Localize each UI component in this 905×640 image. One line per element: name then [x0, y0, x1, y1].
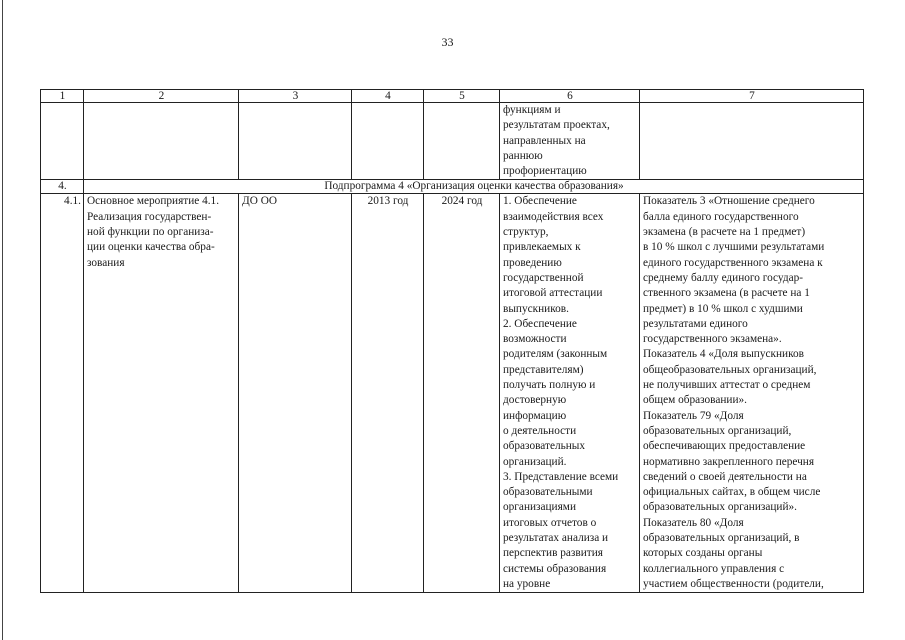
text-line: официальных сайтах, в общем числе [643, 486, 821, 499]
text-line: системы образования [503, 562, 607, 575]
expected-results-cell [500, 194, 640, 593]
page-number: 33 [441, 35, 454, 49]
text-line: Показатель 79 «Доля [643, 409, 744, 422]
text-line: балла единого государственного [643, 210, 799, 223]
text-line: образовательных [503, 440, 586, 453]
text-line: функциям и [503, 104, 561, 116]
text-line: ной функции по организа- [87, 226, 214, 239]
header-cell: 4 [352, 90, 424, 103]
text-line: государственного экзамена». [643, 333, 782, 346]
text-line: в 10 % школ с лучшими результатами [643, 241, 825, 254]
text-line: организаций. [503, 455, 567, 468]
text-line: результатах анализа и [503, 532, 609, 545]
text-line: направленных на [503, 134, 586, 147]
text-line: на уровне [503, 577, 551, 590]
text-line: образовательных организаций, [643, 424, 792, 437]
activity-row [41, 194, 864, 593]
header-cell: 7 [640, 90, 864, 103]
text-line: нормативно закрепленного перечня [643, 455, 815, 468]
text-line: Основное мероприятие 4.1. [87, 195, 220, 208]
activity-number: 4.1. [41, 194, 84, 593]
text-line: родителям (законным [503, 348, 608, 361]
text-line: привлекаемых к [503, 241, 581, 254]
text-line: экзамена (в расчете на 1 предмет) [643, 226, 806, 239]
start-year: 2013 год [352, 194, 424, 593]
text-line: образовательных организаций, в [643, 532, 800, 545]
subprogram-title: Подпрограмма 4 «Организация оценки качества образования» [84, 180, 864, 194]
table-cell [41, 103, 84, 180]
text-line: раннюю [503, 149, 543, 162]
continuation-activities-cell [500, 103, 640, 180]
header-row [41, 90, 864, 103]
text-line: коллегиального управления с [643, 562, 785, 575]
text-line: которых созданы органы [643, 547, 763, 560]
text-line: итоговой аттестации [503, 287, 603, 300]
text-line: результатами единого [643, 317, 748, 330]
table-cell [239, 103, 352, 180]
text-line: образовательных организаций». [643, 501, 797, 514]
text-line: о деятельности [503, 424, 577, 437]
text-line: 1. Обеспечение [503, 195, 577, 208]
text-line: сведений о своей деятельности на [643, 470, 807, 483]
left-margin-rule [2, 0, 3, 640]
text-line: достоверную [503, 394, 567, 407]
text-line: образовательными [503, 486, 593, 499]
text-line: организациями [503, 501, 576, 514]
text-line: проведению [503, 256, 562, 269]
text-line: общеобразовательных организаций, [643, 363, 817, 376]
text-line: государственной [503, 271, 584, 284]
header-cell: 1 [41, 90, 84, 103]
text-line: предмет) в 10 % школ с худшими [643, 302, 803, 315]
text-line: взаимодействия всех [503, 210, 604, 223]
text-line: ственного экзамена (в расчете на 1 [643, 287, 810, 300]
end-year: 2024 год [424, 194, 500, 593]
responsible-executor: ДО ОО [239, 194, 352, 593]
text-line: среднему баллу единого государ- [643, 271, 803, 284]
header-cell: 6 [500, 90, 640, 103]
text-line: зования [87, 256, 125, 269]
text-line: представителям) [503, 363, 584, 376]
table-cell [640, 103, 864, 180]
activity-title-cell [84, 194, 239, 593]
text-line: перспектив развития [503, 547, 603, 560]
text-line: обеспечивающих предоставление [643, 440, 806, 453]
table-cell [84, 103, 239, 180]
program-table [40, 89, 864, 593]
text-line: не получивших аттестат о среднем [643, 379, 811, 392]
table-cell [424, 103, 500, 180]
text-line: информацию [503, 409, 567, 422]
text-line: итоговых отчетов о [503, 516, 597, 529]
text-line: 3. Представление всеми [503, 470, 619, 483]
continuation-row [41, 103, 864, 180]
text-line: Реализация государствен- [87, 210, 212, 223]
text-line: единого государственного экзамена к [643, 256, 823, 269]
text-line: возможности [503, 333, 567, 346]
text-line: участием общественности (родители, [643, 577, 824, 590]
text-line: ции оценки качества обра- [87, 241, 215, 254]
header-cell: 2 [84, 90, 239, 103]
text-line: профориентацию [503, 165, 587, 178]
table-cell [352, 103, 424, 180]
header-cell: 5 [424, 90, 500, 103]
text-line: Показатель 3 «Отношение среднего [643, 195, 815, 208]
header-cell: 3 [239, 90, 352, 103]
text-line: получать полную и [503, 379, 596, 392]
text-line: 2. Обеспечение [503, 317, 577, 330]
indicators-cell [640, 194, 864, 593]
subprogram-row [41, 180, 864, 194]
text-line: результатам проектах, [503, 119, 610, 132]
text-line: Показатель 4 «Доля выпускников [643, 348, 804, 361]
text-line: структур, [503, 226, 549, 239]
text-line: выпускников. [503, 302, 569, 315]
subprogram-number: 4. [41, 180, 84, 194]
text-line: Показатель 80 «Доля [643, 516, 744, 529]
text-line: общем образовании». [643, 394, 747, 407]
